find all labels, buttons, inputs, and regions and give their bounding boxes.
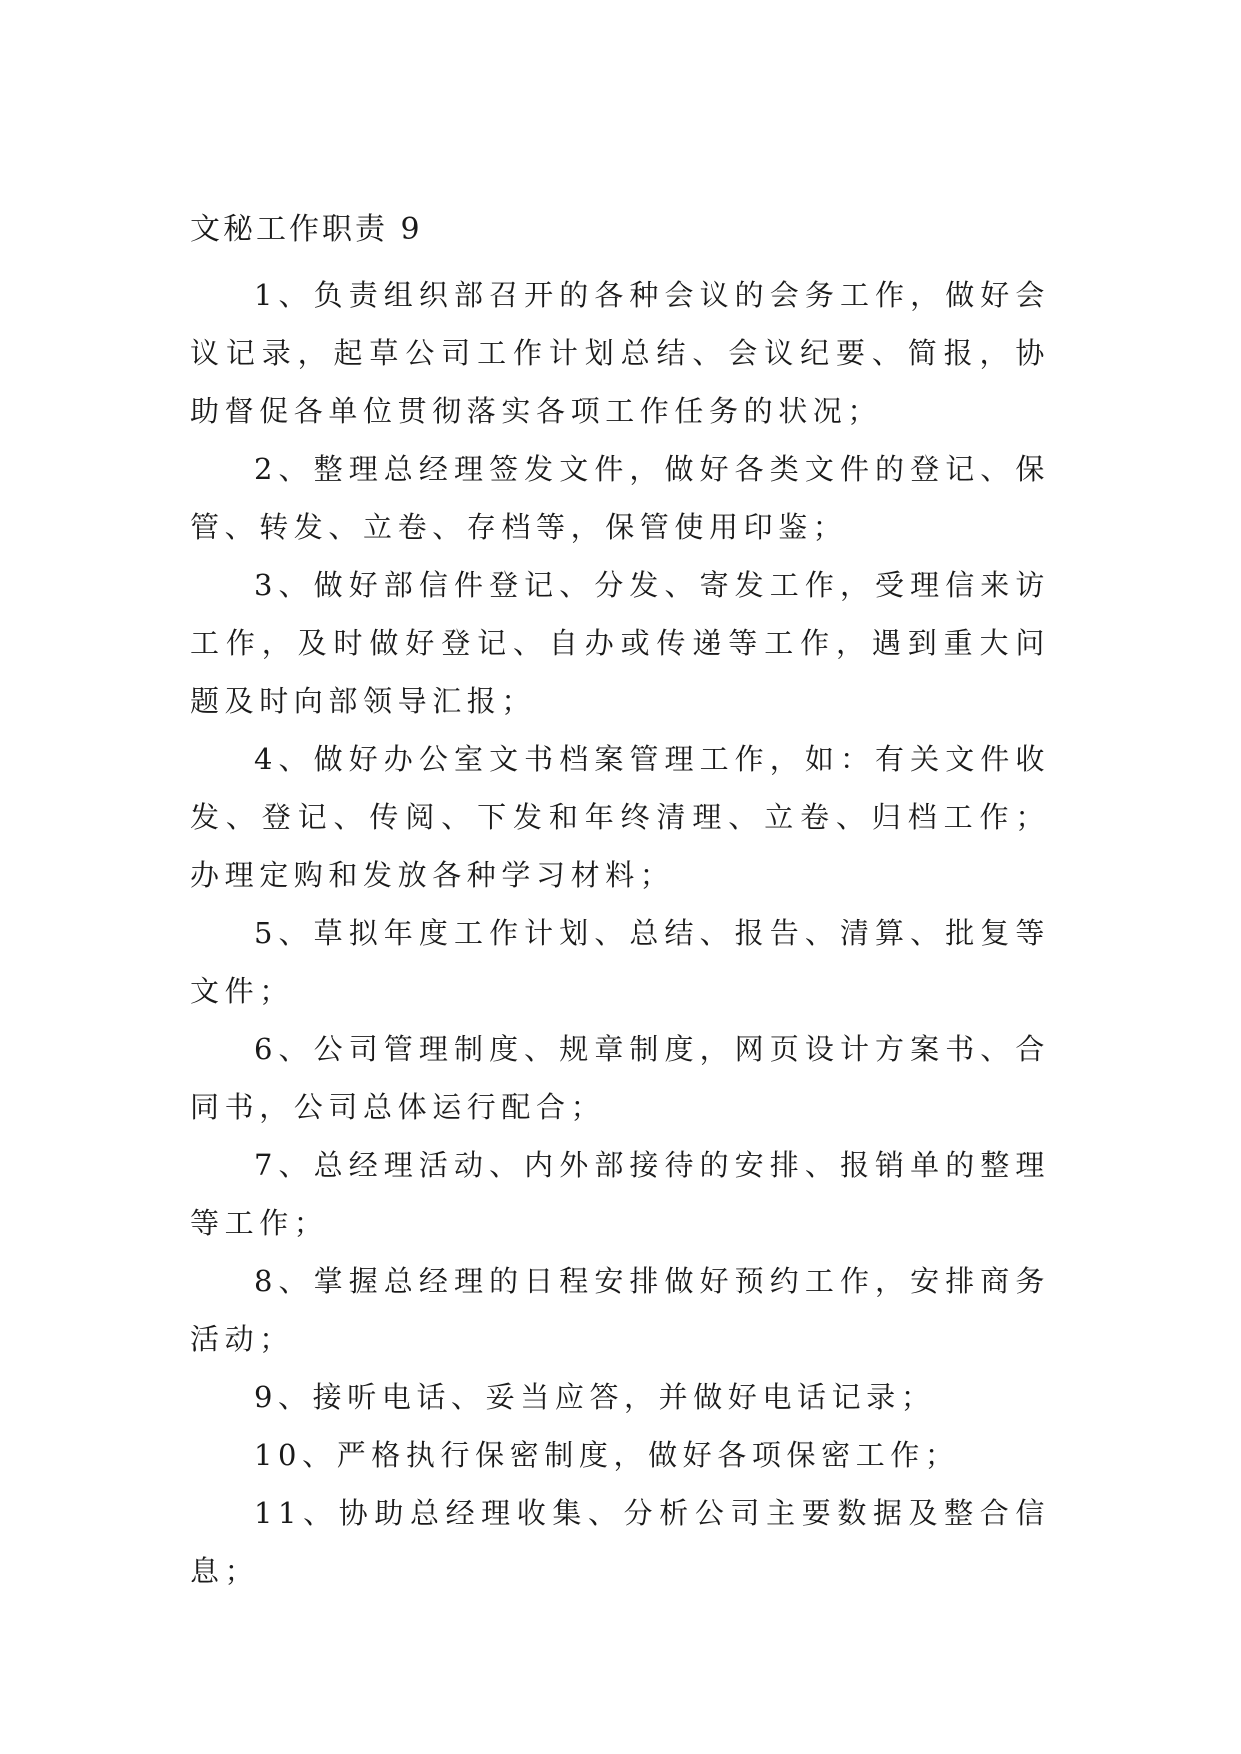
document-page	[190, 210, 1050, 1600]
duty-item-3: 3、做好部信件登记、分发、寄发工作，受理信来访工作，及时做好登记、自办或传递等工作，遇到重大问题及时向部领导汇报；	[190, 568, 1050, 718]
duty-item-7: 7、总经理活动、内外部接待的安排、报销单的整理等工作；	[190, 1148, 1050, 1240]
duty-item-2: 2、整理总经理签发文件，做好各类文件的登记、保管、转发、立卷、存档等，保管使用印鉴；	[190, 452, 1050, 544]
duty-item-8: 8、掌握总经理的日程安排做好预约工作，安排商务活动；	[190, 1264, 1050, 1356]
document-title: 文秘工作职责 9	[190, 212, 423, 247]
duty-item-9: 9、接听电话、妥当应答，并做好电话记录；	[254, 1380, 936, 1414]
duty-item-5: 5、草拟年度工作计划、总结、报告、清算、批复等文件；	[190, 916, 1050, 1008]
duty-list	[190, 266, 1050, 1600]
duty-item-10: 10、严格执行保密制度，做好各项保密工作；	[254, 1438, 960, 1472]
duty-item-11: 11、协助总经理收集、分析公司主要数据及整合信息；	[190, 1496, 1050, 1588]
duty-item-6: 6、公司管理制度、规章制度，网页设计方案书、合同书，公司总体运行配合；	[190, 1032, 1050, 1124]
duty-item-4: 4、做好办公室文书档案管理工作，如：有关文件收发、登记、传阅、下发和年终清理、立卷、归档工作；办理定购和发放各种学习材料；	[190, 742, 1050, 892]
duty-item-1: 1、负责组织部召开的各种会议的会务工作，做好会议记录，起草公司工作计划总结、会议纪要、简报，协助督促各单位贯彻落实各项工作任务的状况；	[190, 278, 1050, 428]
